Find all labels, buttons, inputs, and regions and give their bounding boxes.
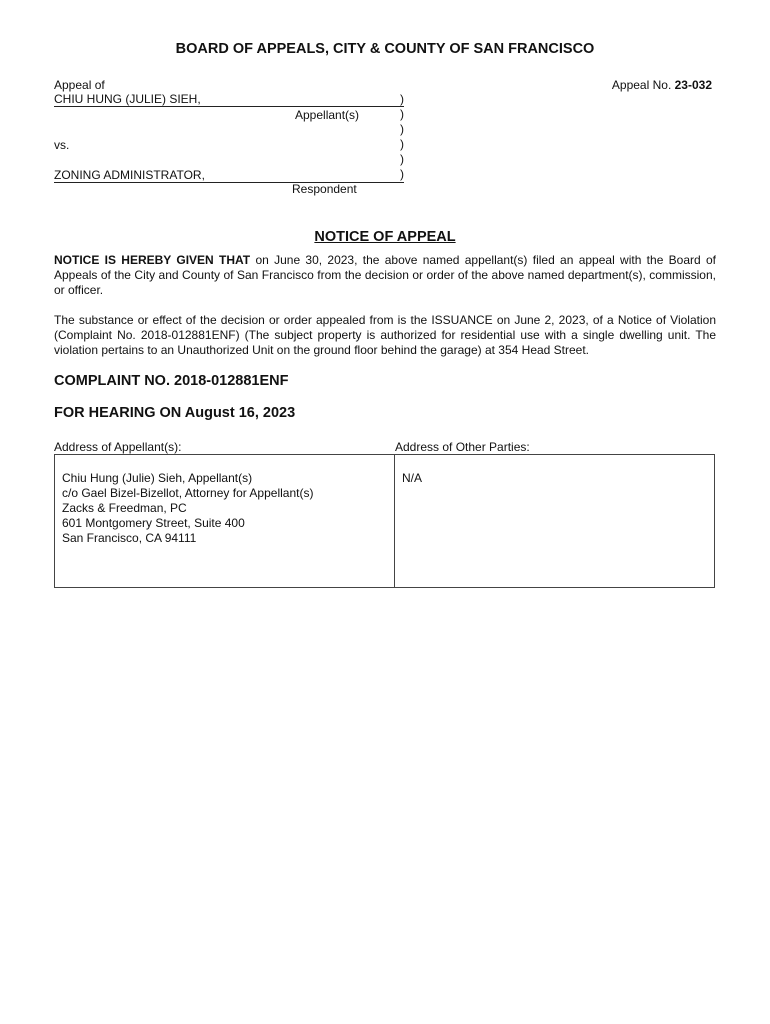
document-title: BOARD OF APPEALS, CITY & COUNTY OF SAN FRANCISCO xyxy=(175,41,595,57)
other-parties-header: Address of Other Parties: xyxy=(395,440,530,454)
notice-heading-wrap xyxy=(0,228,770,246)
caption-paren: ) xyxy=(400,107,404,121)
respondent-name: ZONING ADMINISTRATOR, xyxy=(54,168,205,182)
notice-paragraph-2: The substance or effect of the decision or order appealed from is the ISSUANCE on June 2, 2023, of a Notice of Violation (Complaint No. 2018-012881ENF) (The subject property is authorized for residential use with a single dwelling unit. The violation pertains to an Unauthorized Unit on the ground floor behind the garage) at 354 Head Street. xyxy=(54,313,716,357)
address-table xyxy=(54,454,715,588)
notice-heading: NOTICE OF APPEAL xyxy=(314,229,456,245)
other-parties-value: N/A xyxy=(402,471,423,485)
appellant-address-block xyxy=(62,471,313,546)
versus-label: vs. xyxy=(54,138,70,152)
appeal-number-label: Appeal No. xyxy=(611,78,672,92)
caption-paren: ) xyxy=(400,122,404,136)
caption-paren: ) xyxy=(400,152,404,166)
appellant-address-line: Chiu Hung (Julie) Sieh, Appellant(s) xyxy=(62,471,253,485)
appellant-name: CHIU HUNG (JULIE) SIEH, xyxy=(54,92,201,106)
caption-paren: ) xyxy=(400,167,404,181)
appeal-number-value: 23-032 xyxy=(674,78,712,92)
respondent-role: Respondent xyxy=(292,182,357,196)
appellant-address-line: San Francisco, CA 94111 xyxy=(62,531,197,545)
appellant-role: Appellant(s) xyxy=(295,108,360,122)
appellant-address-header: Address of Appellant(s): xyxy=(54,440,182,454)
appeal-of-label: Appeal of xyxy=(54,78,105,92)
appeal-number xyxy=(612,78,712,92)
appellant-address-line: c/o Gael Bizel-Bizellot, Attorney for Appellant(s) xyxy=(62,486,314,500)
appellant-underline xyxy=(54,106,404,107)
appellant-address-line: Zacks & Freedman, PC xyxy=(62,501,187,515)
hearing-date: FOR HEARING ON August 16, 2023 xyxy=(54,405,296,421)
caption-paren: ) xyxy=(400,92,404,106)
caption-paren: ) xyxy=(400,137,404,151)
complaint-number: COMPLAINT NO. 2018-012881ENF xyxy=(54,373,289,389)
appellant-address-line: 601 Montgomery Street, Suite 400 xyxy=(62,516,245,530)
address-table-divider xyxy=(394,455,395,587)
other-parties-address xyxy=(402,471,422,486)
notice-body: on June 30, 2023, the above named appellant(s) filed an appeal with the Board of Appeals of the City and County of San Francisco from the decision or order of the above named department(s), commission, or officer. xyxy=(54,253,717,297)
notice-lead: NOTICE IS HEREBY GIVEN THAT xyxy=(54,253,251,267)
notice-paragraph-1 xyxy=(54,253,716,298)
